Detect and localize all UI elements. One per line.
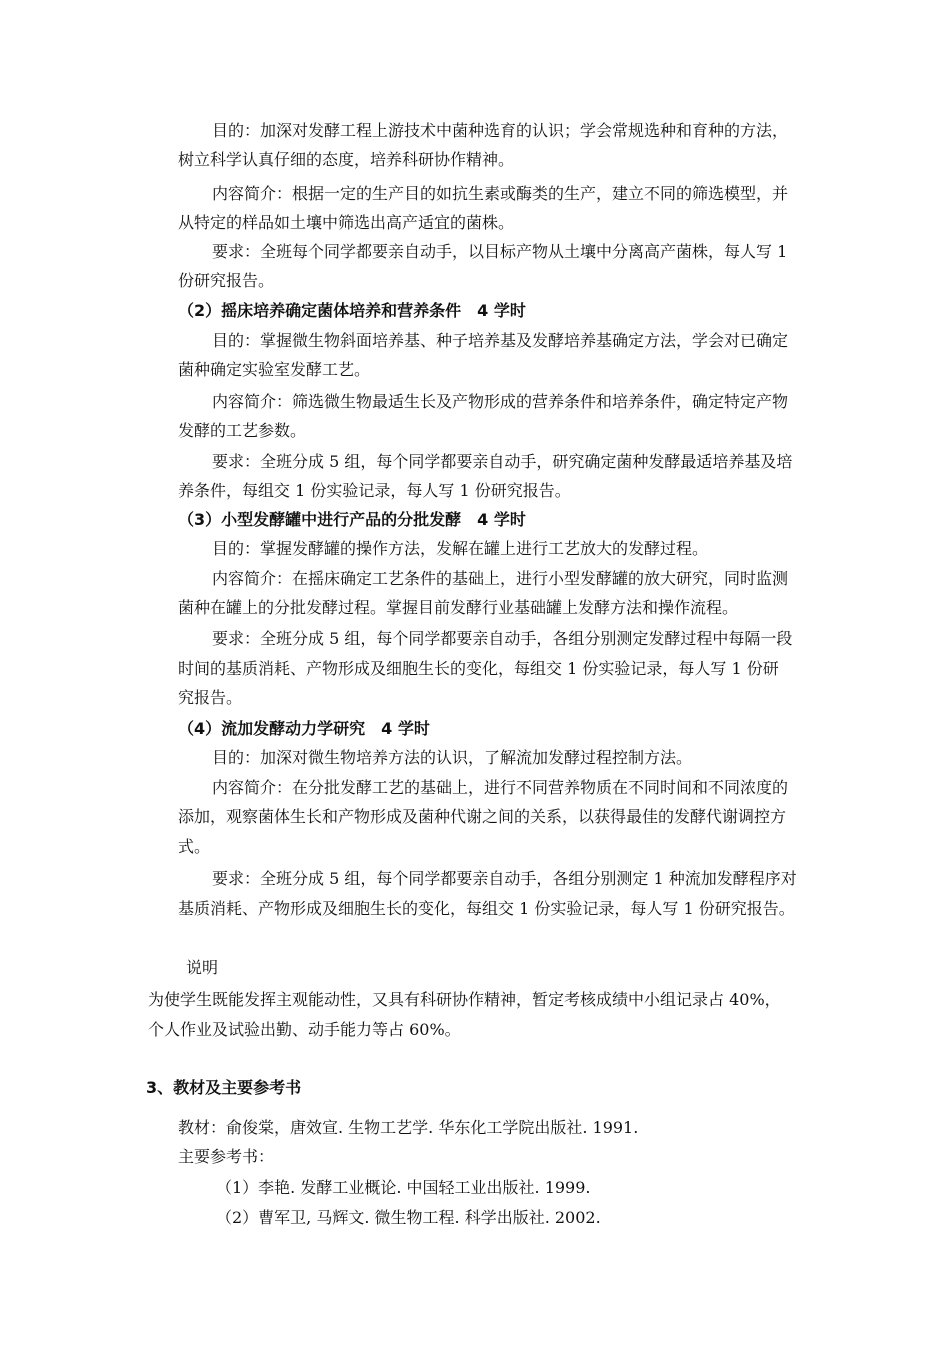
section3-heading: 3、教材及主要参考书 [146, 1078, 302, 1097]
exp4-intro-line-2: 添加，观察菌体生长和产物形成及菌种代谢之间的关系，以获得最佳的发酵代谢调控方 [178, 807, 787, 826]
exp1-intro-line-2: 从特定的样品如土壤中筛选出高产适宜的菌株。 [178, 213, 515, 232]
exp2-req-line-2: 养条件，每组交 1 份实验记录，每人写 1 份研究报告。 [178, 481, 571, 500]
exp4-req-line-2: 基质消耗、产物形成及细胞生长的变化，每组交 1 份实验记录，每人写 1 份研究报告。 [178, 899, 795, 918]
exp2-intro-line-2: 发酵的工艺参数。 [178, 421, 307, 440]
exp2-intro-line-1: 内容简介：筛选微生物最适生长及产物形成的营养条件和培养条件，确定特定产物 [212, 392, 789, 411]
exp1-req-line-2: 份研究报告。 [178, 271, 275, 290]
exp2-purpose-line-2: 菌种确定实验室发酵工艺。 [178, 360, 371, 379]
exp1-purpose-line-1: 目的：加深对发酵工程上游技术中菌种选育的认识；学会常规选种和育种的方法， [212, 121, 789, 140]
textbook-line: 教材：俞俊棠，唐效宣. 生物工艺学. 华东化工学院出版社. 1991. [178, 1118, 639, 1137]
exp4-req-line-1: 要求：全班分成 5 组，每个同学都要亲自动手，各组分别测定 1 种流加发酵程序对 [212, 869, 797, 888]
exp3-heading: （3）小型发酵罐中进行产品的分批发酵 4 学时 [178, 510, 526, 529]
exp3-intro-line-2: 菌种在罐上的分批发酵过程。掌握目前发酵行业基础罐上发酵方法和操作流程。 [178, 598, 739, 617]
exp3-intro-line-1: 内容简介：在摇床确定工艺条件的基础上，进行小型发酵罐的放大研究，同时监测 [212, 569, 789, 588]
reference-item-2: （2）曹军卫, 马辉文. 微生物工程. 科学出版社. 2002. [216, 1208, 601, 1227]
exp3-req-line-1: 要求：全班分成 5 组，每个同学都要亲自动手，各组分别测定发酵过程中每隔一段 [212, 629, 793, 648]
reference-item-1: （1）李艳. 发酵工业概论. 中国轻工业出版社. 1999. [216, 1178, 591, 1197]
exp2-req-line-1: 要求：全班分成 5 组，每个同学都要亲自动手，研究确定菌种发酵最适培养基及培 [212, 452, 793, 471]
exp3-req-line-3: 究报告。 [178, 688, 243, 707]
exp3-req-line-2: 时间的基质消耗、产物形成及细胞生长的变化，每组交 1 份实验记录，每人写 1 份研 [178, 659, 779, 678]
exp4-intro-line-3: 式。 [178, 837, 211, 856]
exp1-intro-line-1: 内容简介：根据一定的生产目的如抗生素或酶类的生产，建立不同的筛选模型，并 [212, 184, 789, 203]
exp3-purpose-line-1: 目的：掌握发酵罐的操作方法，发解在罐上进行工艺放大的发酵过程。 [212, 539, 709, 558]
exp2-purpose-line-1: 目的：掌握微生物斜面培养基、种子培养基及发酵培养基确定方法，学会对已确定 [212, 331, 789, 350]
exp1-req-line-1: 要求：全班每个同学都要亲自动手，以目标产物从土壤中分离高产菌株，每人写 1 [212, 242, 788, 261]
exp2-heading: （2）摇床培养确定菌体培养和营养条件 4 学时 [178, 301, 526, 320]
note-line-1: 为使学生既能发挥主观能动性，又具有科研协作精神，暂定考核成绩中小组记录占 40%， [148, 990, 781, 1009]
note-line-2: 个人作业及试验出勤、动手能力等占 60%。 [148, 1020, 461, 1039]
exp4-intro-line-1: 内容简介：在分批发酵工艺的基础上，进行不同营养物质在不同时间和不同浓度的 [212, 778, 789, 797]
refs-label: 主要参考书： [178, 1147, 275, 1166]
exp4-heading: （4）流加发酵动力学研究 4 学时 [178, 719, 430, 738]
exp1-purpose-line-2: 树立科学认真仔细的态度，培养科研协作精神。 [178, 150, 515, 169]
exp4-purpose-line-1: 目的：加深对微生物培养方法的认识，了解流加发酵过程控制方法。 [212, 748, 693, 767]
note-title: 说明 [186, 958, 219, 977]
